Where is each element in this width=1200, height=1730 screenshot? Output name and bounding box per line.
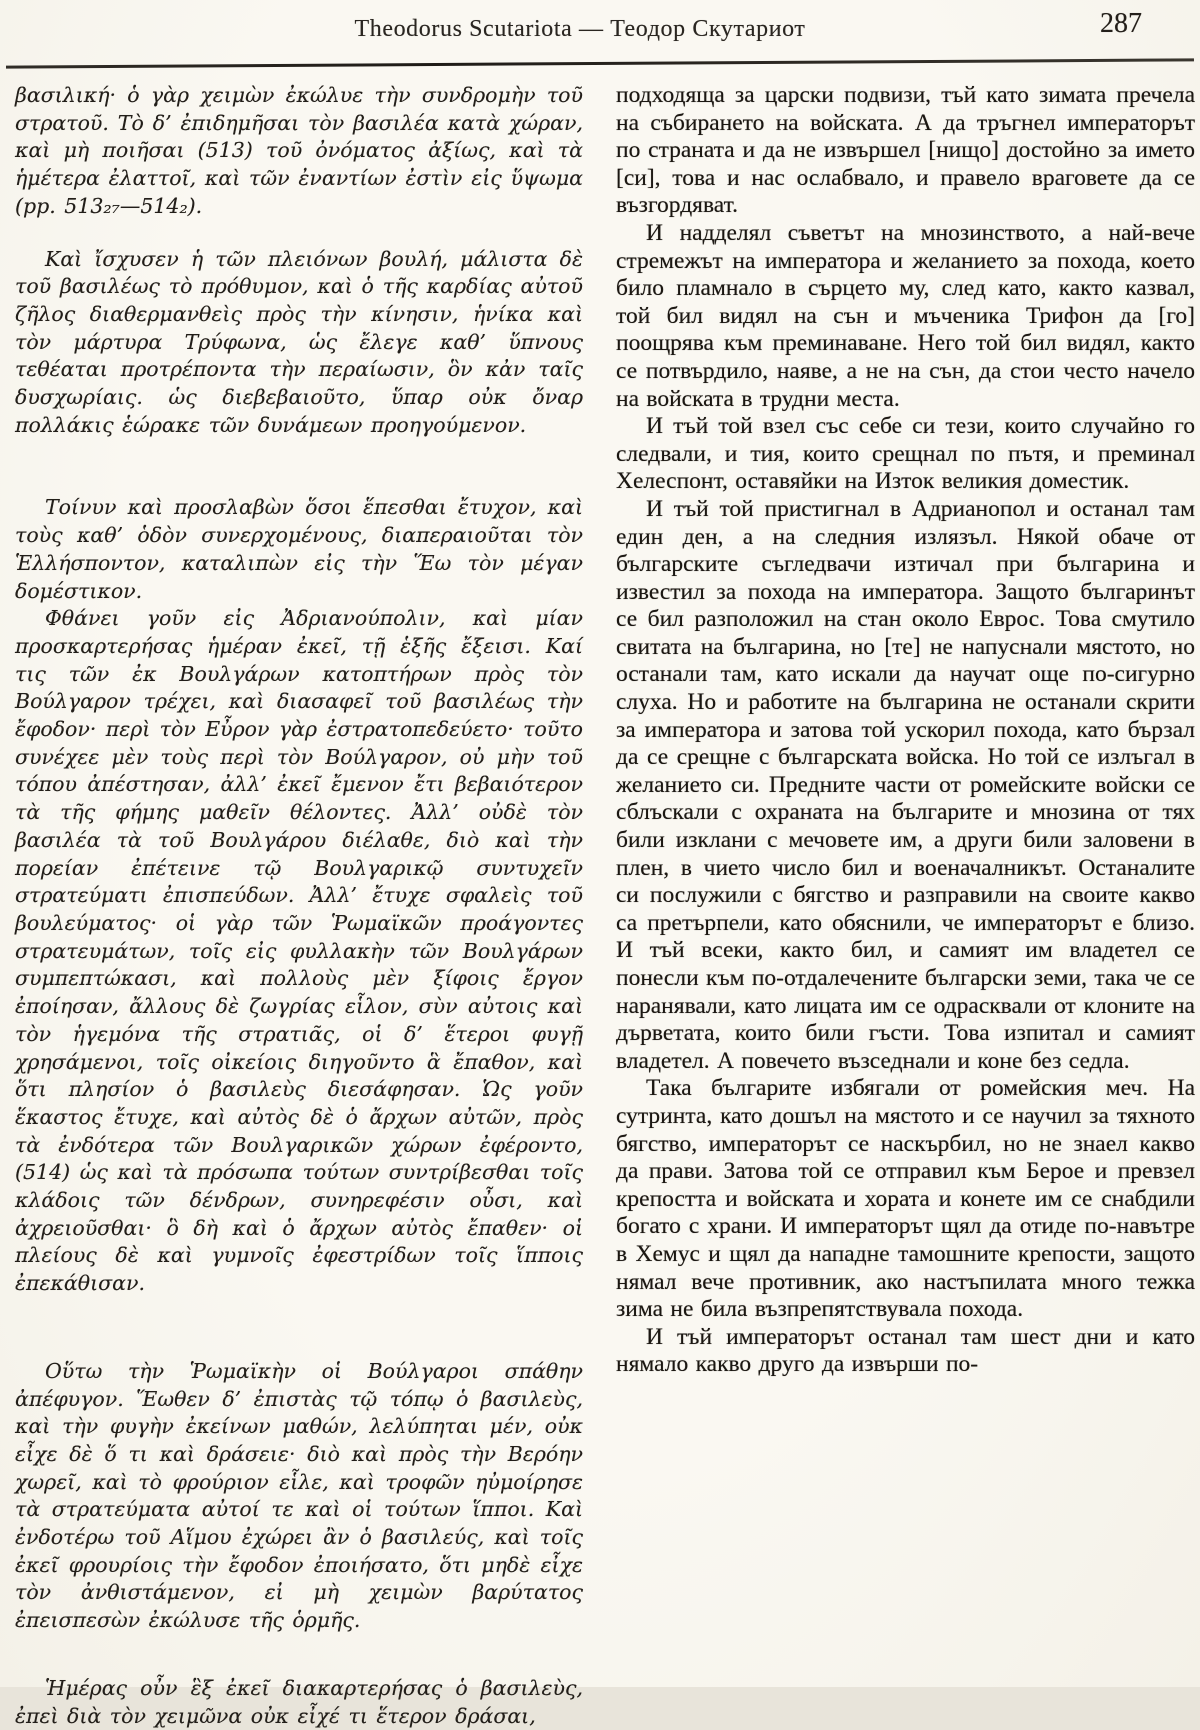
- greek-column: [15, 82, 583, 1730]
- bulgarian-paragraph: Така българите избягали от ромейския меч. На сутринта, като дошъл на мястото и се научил за тяхното бягство, императорът се наскърбил, но не знаел какво да прави. Затова той се отправил към Берое и превзел крепостта и войската и хората и конете им се снабдили богато с храни. И императорът щял да отиде по-навътре в Хемус и щял да нападне тамошните крепости, защото нямал вече противник, ако настъпилата много тежка зима не била възпрепятствувала похода.: [616, 1075, 1195, 1323]
- greek-paragraph: Φθάνει γοῦν εἰς Ἀδριανούπολιν, καὶ μίαν προσκαρτερήσας ἡμέραν ἐκεῖ, τῇ ἑξῆς ἔξεισι. Καί τις τῶν ἐκ Βουλγάρων κατοπτήρων πρὸς τὸν Βούλγαρον τρέχει, καὶ διασαφεῖ τοῦ βασιλέως τὴν ἔφοδον· περὶ τὸν Εὖρον γὰρ ἐστρατοπεδεύετο· τοῦτο συνέχεε μὲν τοὺς περὶ τὸν Βούλγαρον, οὐ μὴν τοῦ τόπου ἀπέστησαν, ἀλλ’ ἐκεῖ ἔμενον ἔτι βεβαιότερον τὰ τῆς φήμης μαθεῖν θέλοντες. Ἀλλ’ οὐδὲ τὸν βασιλέα τὰ τοῦ Βουλγάρου διέλαθε, διὸ καὶ τὴν πορείαν ἐπέτεινε τῷ Βουλγαρικῷ συντυχεῖν στρατεύματι ἐπισπεύδων. Ἀλλ’ ἔτυχε σφαλεὶς τοῦ βουλεύματος· οἱ γὰρ τῶν Ῥωμαϊκῶν προάγοντες στρατευμάτων, τοῖς εἰς φυλλακὴν τῶν Βουλγάρων συμπεπτώκασι, καὶ πολλοὺς μὲν ξίφοις ἔργον ἐποίησαν, ἄλλους δὲ ζωγρίας εἷλον, σὺν αὐτοις καὶ τὸν ἡγεμόνα τῆς στρατιᾶς, οἱ δ’ ἕτεροι φυγῇ χρησάμενοι, τοῖς οἰκείοις διηγοῦντο ἃ ἔπαθον, καὶ ὅτι πλησίον ὁ βασιλεὺς διεσάφησαν. Ὡς γοῦν ἕκαστος ἔτυχε, καὶ αὐτὸς δὲ ὁ ἄρχων αὐτῶν, πρὸς τὰ ἐνδότερα τῶν Βουλγαρικῶν χώρων ἐφέροντο, (514) ὡς καὶ τὰ πρόσωπα τούτων συντρίβεσθαι τοῖς κλάδοις τῶν δένδρων, συνηρεφέσιν οὖσι, καὶ ἀχρειοῦσθαι· ὃ δὴ καὶ ὁ ἄρχων αὐτὸς ἔπαθεν· οἱ πλείους δὲ καὶ γυμνοῖς ἐφεστρίδων τοῖς ἵπποις ἐπεκάθισαν.: [15, 606, 583, 1296]
- running-title: Theodorus Scutariota — Теодор Скутариот: [354, 16, 806, 42]
- bulgarian-paragraph: И надделял съветът на мнозинството, а най-вече стремежът на императора и желанието за похода, което било пламнало в сърцето му, след като, както казвал, той бил видял на сън и мъченика Трифон да [го] поощрява към преминаване. Него той бил видял, както се потвърдило, наяве, а не на сън, да стои често начело на войската в трудни места.: [616, 219, 1195, 412]
- page-header: [0, 0, 1200, 62]
- greek-paragraph: Τοίνυν καὶ προσλαβὼν ὅσοι ἕπεσθαι ἔτυχον, καὶ τοὺς καθ’ ὁδὸν συνερχομένους, διαπεραιοῦται τὸν Ἑλλήσποντον, καταλιπὼν εἰς τὴν Ἕω τὸν μέγαν δομέστικον.: [15, 495, 583, 603]
- greek-paragraph: Ἡμέρας οὖν ἓξ ἐκεῖ διακαρτερήσας ὁ βασιλεὺς, ἐπεὶ διὰ τὸν χειμῶνα οὐκ εἶχέ τι ἕτερον δράσαι,: [15, 1675, 583, 1728]
- bulgarian-paragraph-continuation: подходяща за царски подвизи, тъй като зимата пречела на събирането на войската. А да тръгнел императорът по страната и да не извършел [нищо] достойно за името [си], това и нас ослабвало, и правело враговете да се възгордяват.: [616, 82, 1195, 219]
- greek-paragraph-continuation: βασιλική· ὁ γὰρ χειμὼν ἐκώλυε τὴν συνδρομὴν τοῦ στρατοῦ. Τὸ δ’ ἐπιδημῆσαι τὸν βασιλέα κατὰ χώραν, καὶ μὴ ποιῆσαι (513) τοῦ ὀνόματος ἀξίως, καὶ τὰ ἡμέτερα ἐλαττοῖ, καὶ τῶν ἐναντίων ἐστὶν εἰς ὕψωμα (pp. 513₂₇—514₂).: [15, 83, 583, 218]
- bulgarian-paragraph: И тъй той пристигнал в Адрианопол и останал там един ден, а на следния излязъл. Някой обаче от българските съгледвачи изтичал при българина и известил за похода на императора. Защото българинът се бил разположил на стан около Еврос. Това смутило свитата на българина, но [те] не напуснали мястото, но останали там, като искали да научат още по-сигурно слуха. Но и работите на българина не останали скрити за императора и затова той ускорил похода, като бързал да се срещне с българската войска. Но той се излъгал в желанието си. Предните части от ромейските войски се сблъскали с охраната на българите и мнозина от тях били изклани с мечовете им, а други били заловени в плен, в чието число бил и военачалникът. Останалите си послужили с бягство и разправили на своите какво са претърпели, като обяснили, че императорът е близо. И тъй всеки, както бил, и самият им владетел се понесли към по-отдалечените български земи, така че се наранявали, като лицата им се одрасквали от клоните на дърветата, които били гъсти. Това изпитал и самият владетел. А повечето възседнали и коне без седла.: [616, 495, 1195, 1074]
- bulgarian-paragraph: И тъй императорът останал там шест дни и като нямало какво друго да извърши по-: [616, 1323, 1195, 1378]
- bulgarian-paragraph: И тъй той взел със себе си тези, които случайно го следвали, и тия, които срещнал по пътя, и преминал Хелеспонт, оставяйки на Изток великия доместик.: [616, 413, 1195, 495]
- page-number: 287: [1100, 8, 1142, 39]
- greek-paragraph: Οὕτω τὴν Ῥωμαϊκὴν οἱ Βούλγαροι σπάθην ἀπέφυγον. Ἕωθεν δ’ ἐπιστὰς τῷ τόπῳ ὁ βασιλεὺς, καὶ τὴν φυγὴν ἐκείνων μαθών, λελύπηται μέν, οὐκ εἶχε δὲ ὅ τι καὶ δράσειε· διὸ καὶ πρὸς τὴν Βερόην χωρεῖ, καὶ τὸ φρούριον εἷλε, καὶ τροφῶν ηὐμοίρησε τὰ στρατεύματα αὐτοί τε καὶ οἱ τούτων ἵπποι. Καὶ ἐνδοτέρω τοῦ Αἵμου ἐχώρει ἂν ὁ βασιλεύς, καὶ τοῖς ἐκεῖ φρουρίοις τὴν ἔφοδον ἐποιήσατο, ὅτι μηδὲ εἶχε τὸν ἀνθιστάμενον, εἰ μὴ χειμὼν βαρύτατος ἐπεισπεσὼν ἐκώλυσε τῆς ὁρμῆς.: [15, 1358, 583, 1633]
- greek-paragraph: Καὶ ἴσχυσεν ἡ τῶν πλειόνων βουλή, μάλιστα δὲ τοῦ βασιλέως τὸ πρόθυμον, καὶ ὁ τῆς καρδίας αὐτοῦ ζῆλος διαθερμανθεὶς πρὸς τὴν κίνησιν, ἡνίκα καὶ τὸν μάρτυρα Τρύφωνα, ὡς ἔλεγε καθ’ ὕπνους τεθέαται προτρέποντα τὴν περαίωσιν, ὃν κἀν ταῖς δυσχωρίαις. ὡς διεβεβαιοῦτο, ὕπαρ οὐκ ὄναρ πολλάκις ἑώρακε τῶν δυνάμεων προηγούμενον.: [15, 246, 583, 437]
- two-column-text: [15, 82, 1195, 1730]
- bulgarian-column: [616, 82, 1195, 1730]
